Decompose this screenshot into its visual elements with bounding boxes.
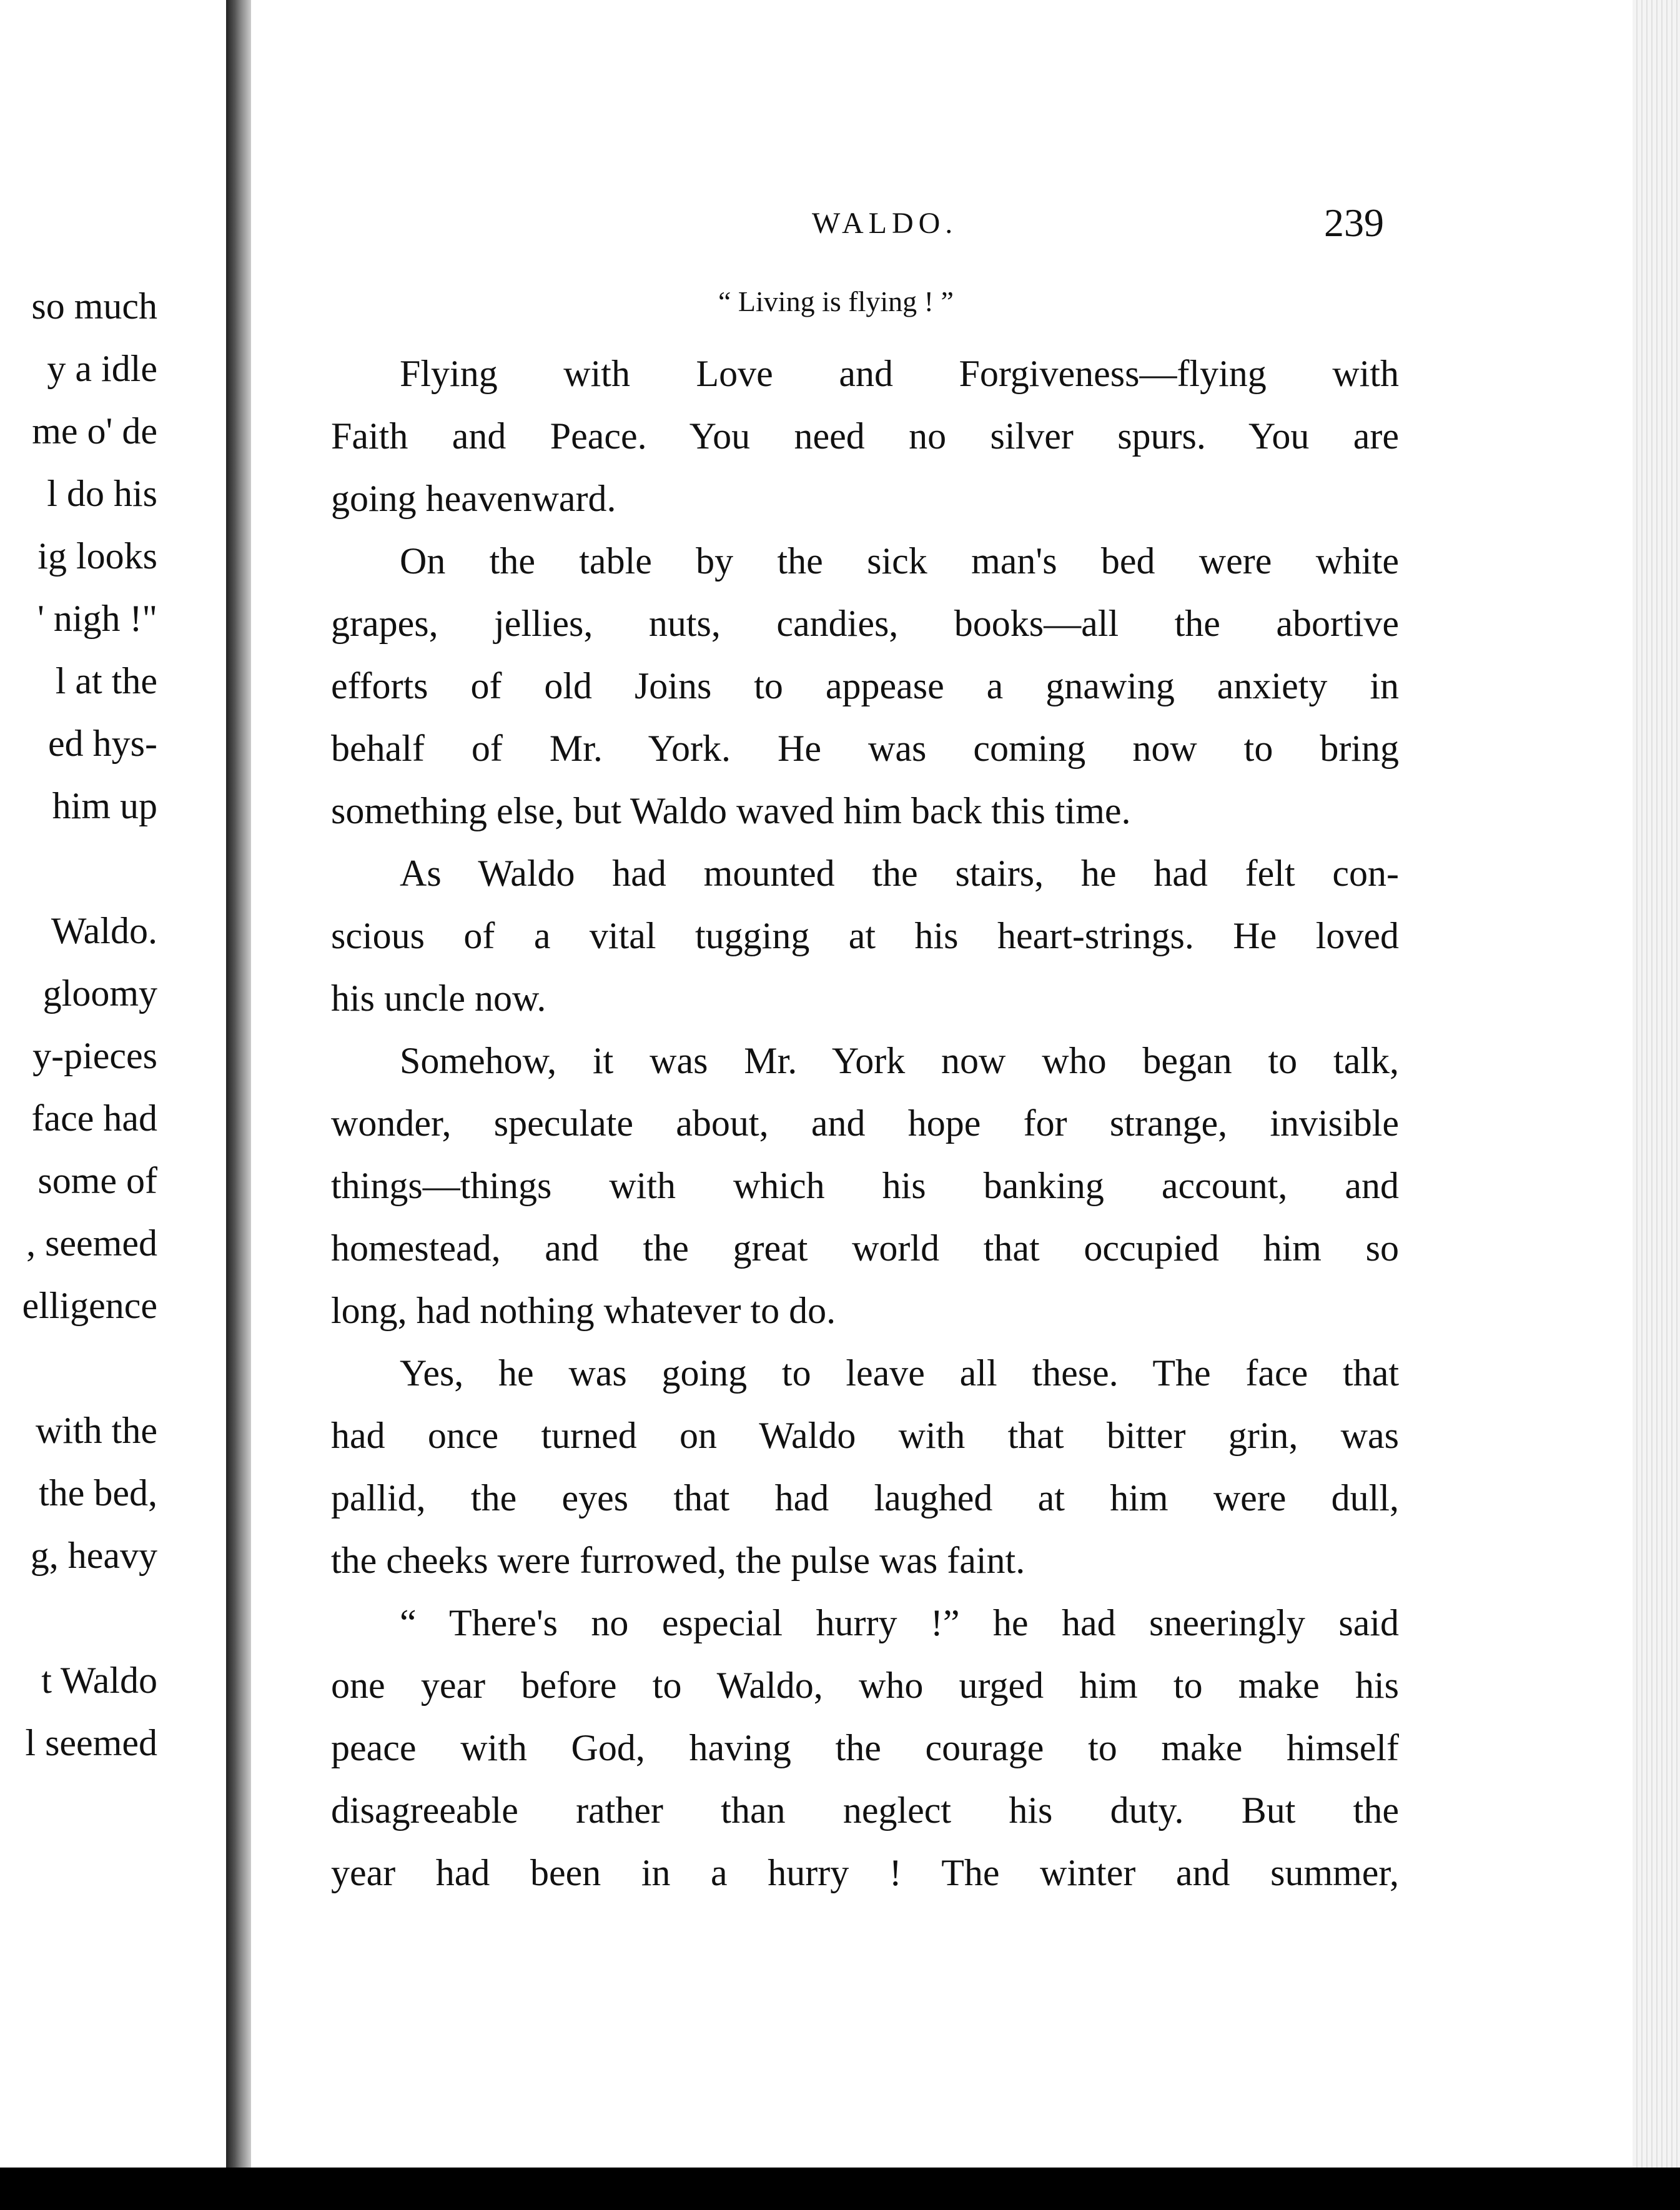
body-line: the cheeks were furrowed, the pulse was faint. (331, 1540, 1025, 1581)
facing-page-line: the bed, (39, 1472, 157, 1514)
body-line: “ There's no especial hurry !” he had sneeringly said (400, 1602, 1399, 1643)
body-line: something else, but Waldo waved him back this time. (331, 790, 1131, 831)
body-line: behalf of Mr. York. He was coming now to bring (331, 728, 1399, 769)
facing-page-line: so much (31, 285, 157, 327)
facing-page-line: ' nigh !" (37, 598, 157, 639)
facing-page-line: , seemed (26, 1222, 157, 1264)
facing-page-line (22, 1587, 157, 1649)
facing-page-line: gloomy (42, 973, 157, 1014)
facing-page-line: y a idle (47, 348, 157, 389)
page-edges (1633, 0, 1680, 2168)
body-line: grapes, jellies, nuts, candies, books—all the abortive (331, 603, 1399, 644)
facing-page-line: ig looks (37, 535, 157, 577)
body-line: had once turned on Waldo with that bitter grin, was (331, 1415, 1399, 1456)
facing-page-line: l do his (47, 473, 157, 514)
facing-page-line: some of (37, 1160, 157, 1201)
book-gutter (226, 0, 251, 2168)
body-line: As Waldo had mounted the stairs, he had felt con- (400, 853, 1399, 894)
facing-page-line: l seemed (25, 1722, 157, 1763)
epigraph: “ Living is flying ! ” (718, 285, 954, 317)
body-text (331, 342, 1399, 1904)
facing-page-line: y-pieces (32, 1035, 157, 1076)
scan-border (0, 2168, 1680, 2210)
body-line: Flying with Love and Forgiveness—flying with (400, 353, 1399, 394)
body-line: Somehow, it was Mr. York now who began to talk, (400, 1040, 1399, 1081)
facing-page-line (22, 837, 157, 899)
body-line: disagreeable rather than neglect his duty. But the (331, 1790, 1399, 1831)
body-line: going heavenward. (331, 478, 616, 519)
facing-page-text (22, 275, 157, 1774)
body-line: Faith and Peace. You need no silver spurs. You are (331, 415, 1399, 457)
body-line: one year before to Waldo, who urged him to make his (331, 1665, 1399, 1706)
facing-page-line: t Waldo (41, 1660, 157, 1701)
body-line: efforts of old Joins to appease a gnawing anxiety in (331, 665, 1399, 706)
running-title: WALDO. (812, 207, 958, 240)
body-line: his uncle now. (331, 978, 546, 1019)
body-line: long, had nothing whatever to do. (331, 1290, 836, 1331)
page-number: 239 (1324, 201, 1384, 245)
body-line: homestead, and the great world that occupied him so (331, 1227, 1399, 1269)
body-line: year had been in a hurry ! The winter and summer, (331, 1852, 1399, 1893)
facing-page-line: Waldo. (51, 910, 157, 951)
facing-page-line: with the (36, 1410, 157, 1451)
facing-page-line: him up (52, 785, 157, 826)
facing-page-line (22, 1337, 157, 1399)
facing-page-line: l at the (55, 660, 157, 701)
facing-page-line: ed hys- (48, 723, 157, 764)
body-line: Yes, he was going to leave all these. The face that (400, 1352, 1399, 1394)
facing-page-line: g, heavy (30, 1535, 157, 1576)
facing-page-line: elligence (22, 1285, 157, 1326)
body-line: On the table by the sick man's bed were white (400, 540, 1399, 582)
body-line: pallid, the eyes that had laughed at him were dull, (331, 1477, 1399, 1519)
facing-page-line: face had (31, 1098, 157, 1139)
body-line: peace with God, having the courage to make himself (331, 1727, 1399, 1768)
body-line: scious of a vital tugging at his heart-strings. He loved (331, 915, 1399, 956)
body-line: things—things with which his banking account, and (331, 1165, 1399, 1206)
facing-page-line: me o' de (32, 410, 157, 452)
body-line: wonder, speculate about, and hope for strange, invisible (331, 1103, 1399, 1144)
facing-page-fragment (0, 0, 232, 2168)
